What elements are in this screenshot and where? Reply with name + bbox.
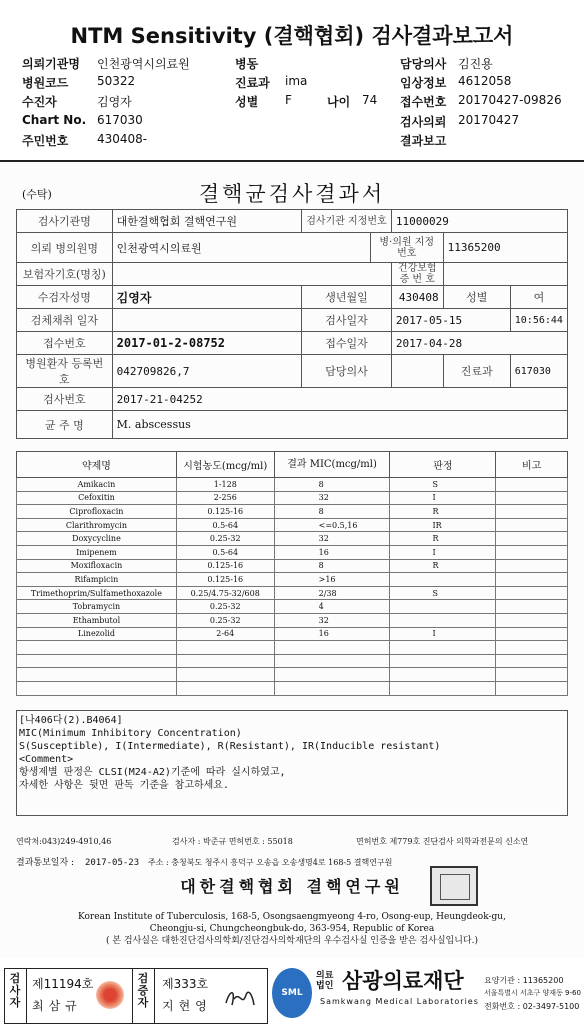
table-row (17, 559, 568, 573)
tester-label: 검사자 (9, 972, 21, 1009)
field-label: 병·의원 지정번호 (370, 233, 443, 263)
mic-result: 32 (274, 491, 390, 505)
remark (496, 681, 568, 695)
test-range (176, 654, 274, 668)
drug-name: Clarithromycin (17, 518, 177, 532)
drug-susceptibility-table (16, 451, 568, 696)
mic-result: 16 (274, 627, 390, 641)
drug-name: Imipenem (17, 545, 177, 559)
note-line: [나406다(2).B4064] (19, 715, 123, 726)
test-range: 0.25-32 (176, 532, 274, 546)
interpretation: S (390, 478, 496, 492)
header-value: F (285, 93, 292, 107)
interpretation: I (390, 627, 496, 641)
field-label: 진료과 (443, 355, 510, 388)
remark (496, 613, 568, 627)
table-row (17, 210, 568, 233)
field-label: 의뢰 병의원명 (17, 233, 113, 263)
field-value: 대한결핵협회 결핵연구원 (112, 210, 301, 233)
mic-result (274, 654, 390, 668)
note-line: 자세한 사항은 뒷면 판독 기준을 참고하세요. (19, 780, 230, 791)
table-row (17, 668, 568, 682)
remark (496, 586, 568, 600)
header-row (22, 55, 572, 73)
mic-result: 8 (274, 559, 390, 573)
field-value: 430408 (391, 286, 443, 309)
contact-text: 연락처:043)249-4910,46 (16, 837, 112, 846)
note-line: 항생제별 판정은 CLSI(M24-A2)기준에 따라 실시하였고, (19, 767, 286, 778)
logo-prefix (316, 971, 333, 991)
field-label: 건강보험 증 번 호 (391, 263, 443, 286)
header-label: 검사의뢰 (400, 115, 447, 129)
interpretation (390, 654, 496, 668)
table-row (17, 627, 568, 641)
header-value: 617030 (97, 113, 143, 127)
drug-name: Trimethoprim/Sulfamethoxazole (17, 586, 177, 600)
header-value: 74 (362, 93, 378, 107)
logo-name-en: Samkwang Medical Laboratories (320, 997, 479, 1006)
field-value (391, 355, 443, 388)
table-row (17, 411, 568, 439)
test-range (176, 641, 274, 655)
field-label: 검사일자 (302, 309, 392, 332)
divider (132, 968, 133, 1024)
header-value: 50322 (97, 74, 136, 88)
column-header: 비고 (496, 452, 568, 478)
table-row (17, 309, 568, 332)
logo-name: 삼광의료재단 (342, 969, 464, 993)
header-label: 수진자 (22, 95, 57, 109)
signoff-bar (0, 965, 584, 1033)
field-label: 보험자기호(명칭) (17, 263, 113, 286)
interpretation: IR (390, 518, 496, 532)
header-value: 20170427-09826 (458, 93, 562, 107)
interpretation: I (390, 491, 496, 505)
institute-address-en (0, 911, 584, 947)
field-label: 수검자성명 (17, 286, 113, 309)
header-label: 결과보고 (400, 134, 447, 148)
remark (496, 559, 568, 573)
header-value: 4612058 (458, 74, 512, 88)
mic-result: 16 (274, 545, 390, 559)
signature-icon (222, 985, 258, 1011)
report-date-label: 결과통보일자 : (16, 858, 75, 868)
table-row (17, 641, 568, 655)
interpretation (390, 600, 496, 614)
interpretation (390, 668, 496, 682)
test-range: 0.125-16 (176, 559, 274, 573)
tester-name: 최삼규 (32, 999, 82, 1013)
test-range: 0.125-16 (176, 573, 274, 587)
field-value: 11000029 (391, 210, 567, 233)
interpretation: R (390, 532, 496, 546)
interpretation (390, 681, 496, 695)
mic-result (274, 681, 390, 695)
mic-result: <=0.5,16 (274, 518, 390, 532)
field-value: 10:56:44 (510, 309, 567, 332)
field-value: 2017-01-2-08752 (112, 332, 301, 355)
header-value: 430408- (97, 132, 148, 146)
drug-name: Rifampicin (17, 573, 177, 587)
remark (496, 600, 568, 614)
remark (496, 627, 568, 641)
document-title: 결핵균검사결과서 (198, 182, 386, 206)
column-header: 시험농도(mcg/ml) (176, 452, 274, 478)
field-value: 042709826,7 (112, 355, 301, 388)
table-row (17, 681, 568, 695)
drug-name (17, 681, 177, 695)
divider (26, 968, 27, 1024)
header-label: 병동 (235, 57, 259, 71)
institute-seal (430, 866, 478, 906)
table-row (17, 654, 568, 668)
header-row (22, 132, 572, 150)
drug-name: Ciprofloxacin (17, 505, 177, 519)
interpretation: R (390, 559, 496, 573)
drug-name: Tobramycin (17, 600, 177, 614)
field-label: 검사기관명 (17, 210, 113, 233)
remark (496, 668, 568, 682)
header-label: Chart No. (22, 113, 87, 127)
confirmer-name: 지현영 (162, 999, 212, 1013)
drug-name: Amikacin (17, 478, 177, 492)
confirmer-label: 검증자 (137, 972, 149, 1009)
table-row (17, 478, 568, 492)
column-header: 결과 MIC(mcg/ml) (274, 452, 390, 478)
header-label: 진료과 (235, 76, 270, 90)
header-label: 임상정보 (400, 76, 447, 90)
field-label: 접수번호 (17, 332, 113, 355)
interpretation: S (390, 586, 496, 600)
director-text: 면허번호 제779호 진단검사 의학과전문의 신소연 (356, 837, 529, 846)
field-label: 접수일자 (302, 332, 392, 355)
field-value (112, 309, 301, 332)
patient-name: 김영자 (112, 286, 301, 309)
info-line: 전화번호 : 02-3497-5100 (484, 1002, 580, 1011)
interpretation (390, 573, 496, 587)
field-value: 2017-05-15 (391, 309, 510, 332)
report-title: NTM Sensitivity (결핵협회) 검사결과보고서 (70, 24, 514, 48)
interpretation (390, 641, 496, 655)
remark (496, 478, 568, 492)
interpretation (390, 613, 496, 627)
table-row (17, 518, 568, 532)
header-value: ima (285, 74, 308, 88)
remark (496, 641, 568, 655)
table-row (17, 573, 568, 587)
table-row (17, 263, 568, 286)
address-text: 주소 : 충청북도 청주시 흥덕구 오송읍 오송생명4로 168-5 결핵연구원 (148, 858, 393, 867)
header-value: 김영자 (97, 95, 132, 109)
patient-info-table (16, 209, 568, 439)
drug-name: Moxifloxacin (17, 559, 177, 573)
field-value: 2017-21-04252 (112, 388, 567, 411)
table-row (17, 600, 568, 614)
table-row (17, 491, 568, 505)
drug-name (17, 654, 177, 668)
interpretation: I (390, 545, 496, 559)
field-value (112, 263, 391, 286)
certification-text: ( 본 검사실은 대한진단검사의학회/진단검사의학재단의 우수검사실 인증을 받은 검사실입니다.) (105, 936, 478, 946)
test-range: 0.125-16 (176, 505, 274, 519)
header-value: 인천광역시의료원 (97, 57, 190, 71)
test-range (176, 668, 274, 682)
logo-prefix-line: 법인 (316, 981, 334, 991)
mic-result: 32 (274, 532, 390, 546)
remark (496, 518, 568, 532)
mic-result: 8 (274, 478, 390, 492)
test-range: 1-128 (176, 478, 274, 492)
address-line: Korean Institute of Tuberculosis, 168-5, Osongsaengmyeong 4-ro, Osong-eup, Heungdeok-gu, (78, 912, 506, 922)
table-row (17, 532, 568, 546)
field-value: 11365200 (443, 233, 567, 263)
confirmer-license: 제333호 (162, 977, 209, 991)
remark (496, 491, 568, 505)
test-range: 0.25/4.75-32/608 (176, 586, 274, 600)
table-row (17, 355, 568, 388)
remark (496, 505, 568, 519)
drug-name: Doxycycline (17, 532, 177, 546)
drug-name (17, 668, 177, 682)
staff-text: 검사자 : 박준규 면허번호 : 55018 (172, 837, 293, 846)
species-value: M. abscessus (112, 411, 567, 439)
sml-logo-icon: SML (272, 968, 312, 1018)
notes-box (16, 710, 568, 816)
test-range: 0.5-64 (176, 518, 274, 532)
field-label: 병원환자 등록번호 (17, 355, 113, 388)
test-range: 2-64 (176, 627, 274, 641)
note-line: <Comment> (19, 754, 74, 765)
address-line: Cheongju-si, Chungcheongbuk-do, 363-954, Republic of Korea (149, 924, 435, 934)
report-date: 2017-05-23 (84, 858, 140, 868)
mic-result: 32 (274, 613, 390, 627)
mic-result (274, 668, 390, 682)
tester-stamp-icon (96, 981, 124, 1009)
remark (496, 654, 568, 668)
mic-result: >16 (274, 573, 390, 587)
table-row (17, 505, 568, 519)
table-row (17, 233, 568, 263)
note-line: MIC(Minimum Inhibitory Concentration) (19, 728, 242, 739)
remark (496, 545, 568, 559)
header-label: 담당의사 (400, 57, 447, 71)
field-label: 생년월일 (302, 286, 392, 309)
field-value (443, 263, 567, 286)
header-value: 20170427 (458, 113, 520, 127)
drug-name (17, 641, 177, 655)
header-label: 접수번호 (400, 95, 447, 109)
table-row (17, 545, 568, 559)
column-header: 약제명 (17, 452, 177, 478)
field-label: 검사번호 (17, 388, 113, 411)
field-label: 균 주 명 (17, 411, 113, 439)
document-tag: (수탁) (22, 188, 52, 201)
test-range: 0.5-64 (176, 545, 274, 559)
header-label: 병원코드 (22, 76, 69, 90)
mic-result (274, 641, 390, 655)
drug-name: Ethambutol (17, 613, 177, 627)
header-row (22, 113, 572, 131)
field-label: 성별 (443, 286, 510, 309)
header-label: 의뢰기관명 (22, 57, 80, 71)
field-value: 617030 (510, 355, 567, 388)
mic-result: 8 (274, 505, 390, 519)
interpretation: R (390, 505, 496, 519)
field-label: 검체채취 일자 (17, 309, 113, 332)
note-line: S(Susceptible), I(Intermediate), R(Resistant), IR(Inducible resistant) (19, 741, 441, 752)
divider (154, 968, 155, 1024)
table-row (17, 286, 568, 309)
drug-name: Linezolid (17, 627, 177, 641)
table-row (17, 332, 568, 355)
logo-prefix-line: 의료 (316, 971, 334, 981)
drug-name: Cefoxitin (17, 491, 177, 505)
field-value: 여 (510, 286, 567, 309)
mic-result: 4 (274, 600, 390, 614)
remark (496, 573, 568, 587)
header-value: 김진용 (458, 57, 493, 71)
table-header-row (17, 452, 568, 478)
header-label: 나이 (327, 95, 351, 109)
header-label: 주민번호 (22, 134, 69, 148)
test-range: 0.25-32 (176, 600, 274, 614)
info-line: 요양기관 : 11365200 (484, 976, 564, 985)
table-row (17, 586, 568, 600)
header-label: 성별 (235, 95, 259, 109)
header-row (22, 74, 572, 92)
column-header: 판정 (390, 452, 496, 478)
test-range: 0.25-32 (176, 613, 274, 627)
footer-contact-line (16, 836, 568, 847)
table-row (17, 613, 568, 627)
test-range (176, 681, 274, 695)
tester-license: 제11194호 (32, 977, 94, 991)
test-range: 2-256 (176, 491, 274, 505)
footer-report-line (16, 855, 568, 868)
institute-name-kr: 대한결핵협회 결핵연구원 (180, 877, 404, 896)
mic-result: 2/38 (274, 586, 390, 600)
field-value: 2017-04-28 (391, 332, 567, 355)
field-label: 담당의사 (302, 355, 392, 388)
table-row (17, 388, 568, 411)
field-value: 인천광역시의료원 (112, 233, 370, 263)
info-line: 서울특별시 서초구 양재동 9-60 (484, 989, 581, 997)
field-label: 검사기관 지정번호 (302, 210, 392, 233)
header-row (22, 93, 572, 111)
remark (496, 532, 568, 546)
